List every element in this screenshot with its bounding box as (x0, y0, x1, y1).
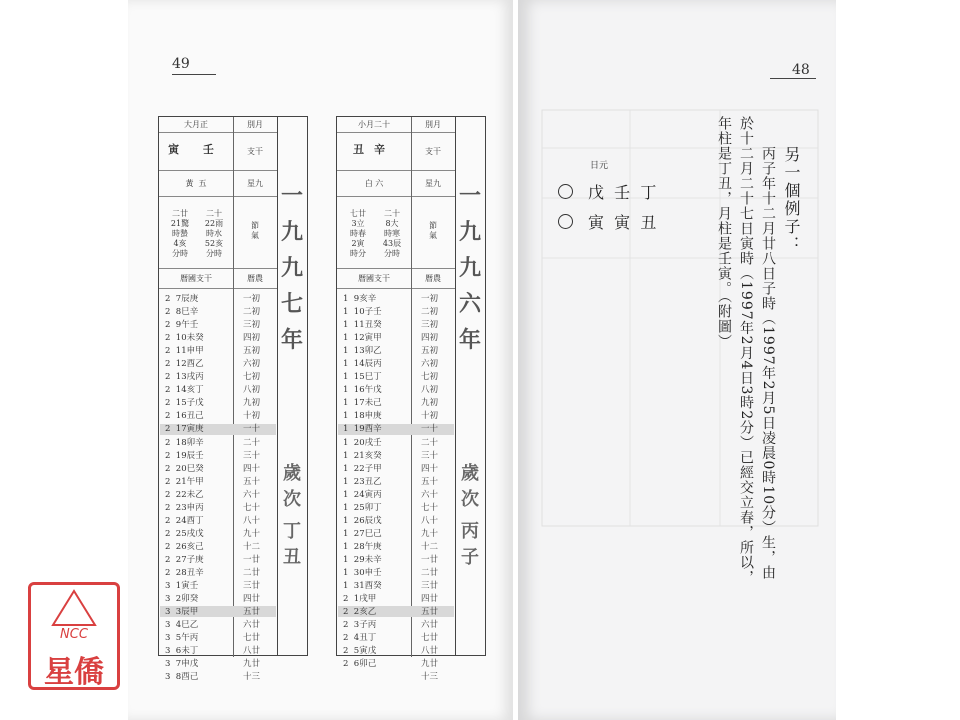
year-cycle-char: 歲 (283, 463, 301, 484)
unknown-pillar-marker (558, 184, 573, 199)
page-number-rule-left (172, 74, 216, 75)
solar-term-label: 節 氣 (429, 221, 437, 240)
page-number-rule-right (770, 78, 816, 79)
year-char: 六 (458, 291, 481, 317)
stem-branch-label: 支干 (247, 147, 263, 156)
year-char: 年 (458, 327, 481, 353)
lunar-days: 一初 二初 三初 四初 五初 六初 七初 八初 九初 十初 一十 二十 三十 四十 五十 六十 七十 八十 九十 十二 一廿 二廿 三廿 四廿 五廿 六廿 七廿 八廿 九廿 十三 (243, 294, 261, 683)
year-char: 九 (280, 219, 303, 245)
col-lunar: 曆農 (247, 274, 263, 283)
nine-star-label: 星九 (247, 179, 263, 188)
year-column-1997 (278, 116, 308, 656)
text-column-4: 年柱是丁丑，月柱是壬寅。（附圖） (716, 116, 732, 349)
month-name: 小月二十 (358, 120, 390, 129)
publisher-stamp (28, 582, 120, 690)
year-char: 一 (458, 183, 481, 209)
year-char: 九 (458, 219, 481, 245)
solar-term-1: 七廿 3立 時春 2寅 時分 (350, 209, 366, 258)
year-char: 年 (280, 327, 303, 353)
page-number-right: 48 (792, 62, 810, 78)
page-number-left: 49 (172, 56, 190, 72)
stamp-brand: NCC (60, 627, 88, 642)
daily-rows: 1 9亥辛 1 10子壬 1 11丑癸 1 12寅甲 1 13卯乙 1 14辰丙 1 15巳丁 1 16午戊 1 17未己 1 18申庚 1 19酉辛 1 20戌壬 1 21亥癸 1 22子甲 1 23丑乙 1 24寅丙 1 25卯丁 1 26辰戊 1 27巳己 1 28午庚 1 29未辛 1 30申壬 1 31酉癸 2 1戌甲 2 2亥乙 2 3子丙 2 4丑丁 2 5寅戊 2 6卯己 (343, 294, 382, 670)
solar-term-label: 節 氣 (251, 221, 259, 240)
year-cycle-char: 次 (283, 489, 301, 510)
year-char: 一 (280, 183, 303, 209)
unknown-pillar-marker (558, 214, 573, 229)
stamp-name: 星僑 (44, 655, 104, 690)
nine-star-label: 星九 (425, 179, 441, 188)
text-column-3: 於十二月二十七日寅時（1997年2月4日3時2分）已經交立春，所以， (738, 116, 754, 586)
calendar-table-1997 (158, 116, 278, 683)
stem-branch-label: 支干 (425, 147, 441, 156)
solar-term-2: 二十 8大 時寒 43辰 分時 (382, 209, 402, 258)
pillars-top-row: 戊 壬 丁 (588, 183, 657, 202)
nine-star: 黃 五 (185, 179, 207, 188)
calendar-table-1996 (336, 116, 456, 683)
year-cycle-char: 次 (461, 489, 479, 510)
year-char: 七 (280, 291, 303, 317)
col-calendar: 曆國支干 (358, 274, 390, 283)
month-label: 別月 (247, 120, 263, 129)
year-char: 九 (280, 255, 303, 281)
year-cycle-char: 歲 (461, 463, 479, 484)
triangle-logo-icon (31, 587, 117, 627)
col-lunar: 曆農 (425, 274, 441, 283)
year-cycle-char: 丁 (283, 521, 301, 542)
text-column-2: 丙子年十二月廿八日子時（1997年2月5日凌晨0時10分）生，由 (760, 146, 776, 581)
year-cycle-char: 丑 (283, 547, 301, 568)
solar-term-2: 二十 22雨 時水 52亥 分時 (204, 209, 224, 258)
solar-term-1: 二廿 21驚 時蟄 4亥 分時 (170, 209, 190, 258)
stem-branch: 丑辛 (353, 143, 395, 156)
col-calendar: 曆國支干 (180, 274, 212, 283)
month-label: 別月 (425, 120, 441, 129)
lunar-days: 一初 二初 三初 四初 五初 六初 七初 八初 九初 十初 一十 二十 三十 四十 五十 六十 七十 八十 九十 十二 一廿 二廿 三廿 四廿 五廿 六廿 七廿 八廿 九廿 十三 (421, 294, 439, 683)
year-cycle-char: 丙 (461, 521, 479, 542)
nine-star: 白 六 (364, 179, 384, 188)
daily-rows: 2 7辰庚 2 8巳辛 2 9午壬 2 10未癸 2 11申甲 2 12酉乙 2 13戌丙 2 14亥丁 2 15子戊 2 16丑己 2 17寅庚 2 18卯辛 2 19辰壬 2 20巳癸 2 21午甲 2 22未乙 2 23申丙 2 24酉丁 2 25戌戊 2 26亥己 2 27子庚 2 28丑辛 3 1寅壬 3 2卯癸 3 3辰甲 3 4巳乙 3 5午丙 3 6未丁 3 7申戊 3 8酉己 (165, 294, 204, 683)
show-through-table-graphic (540, 108, 820, 528)
stem-branch: 寅 壬 (168, 143, 224, 156)
text-column-1: 另一個例子： (782, 146, 801, 254)
day-master-label: 日元 (590, 161, 609, 171)
month-name: 大月正 (184, 120, 208, 129)
year-char: 九 (458, 255, 481, 281)
pillars-bottom-row: 寅 寅 丑 (588, 213, 657, 232)
year-column-1996 (456, 116, 486, 656)
year-cycle-char: 子 (461, 547, 479, 568)
